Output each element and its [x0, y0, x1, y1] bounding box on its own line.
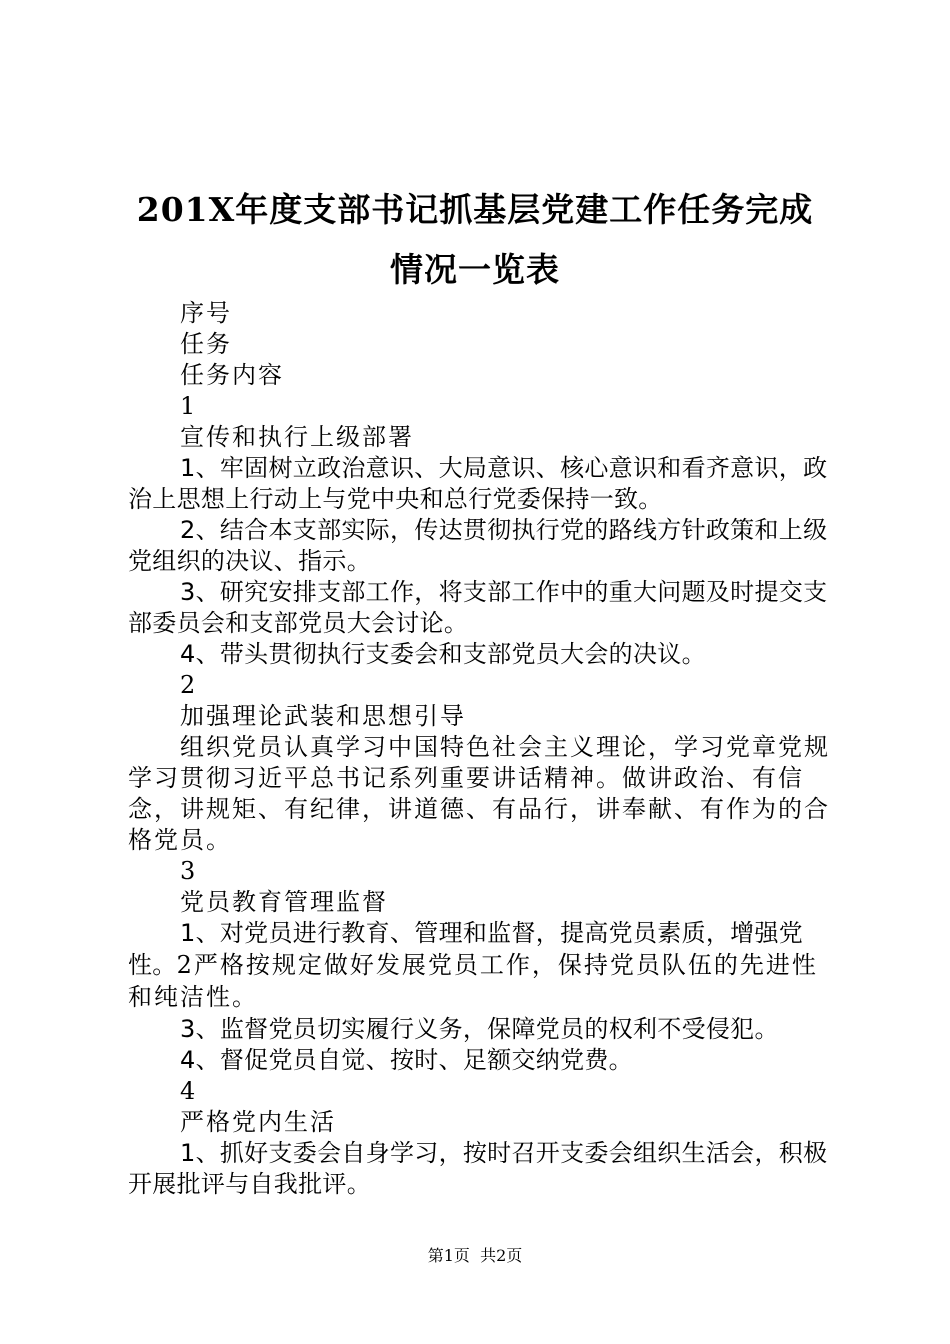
item-2-content: 组织党员认真学习中国特色社会主义理论，学习党章党规学习贯彻习近平总书记系列重要讲话精神。做讲政治、有信念，讲规矩、有纪律，讲道德、有品行，讲奉献、有作为的合格党员。 — [128, 733, 830, 854]
item-3-task: 党员教育管理监督 — [180, 888, 388, 916]
header-task-content: 任务内容 — [180, 361, 284, 389]
header-task: 任务 — [180, 330, 232, 358]
item-1-content-1: 1、牢固树立政治意识、大局意识、核心意识和看齐意识，政治上思想上行动上与党中央和总行党委保持一致。 — [128, 454, 828, 513]
item-3-number: 3 — [180, 857, 198, 885]
item-1-number: 1 — [180, 392, 198, 420]
item-2-task: 加强理论武装和思想引导 — [180, 702, 466, 730]
header-serial-number: 序号 — [180, 299, 232, 327]
page-footer: 第1页 共2页 — [427, 1246, 523, 1265]
item-2-number: 2 — [180, 671, 198, 699]
item-3-content-4: 4、督促党员自觉、按时、足额交纳党费。 — [180, 1046, 633, 1074]
document-title-line-2: 情况一览表 — [390, 250, 560, 289]
item-4-content-1: 1、抓好支委会自身学习，按时召开支委会组织生活会，积极开展批评与自我批评。 — [128, 1139, 828, 1198]
item-3-content-1: 1、对党员进行教育、管理和监督，提高党员素质，增强党性。 — [128, 919, 804, 979]
item-3-content-3: 3、监督党员切实履行义务，保障党员的权利不受侵犯。 — [180, 1015, 779, 1043]
item-4-task: 严格党内生活 — [180, 1108, 336, 1136]
item-1-content-4: 4、带头贯彻执行支委会和支部党员大会的决议。 — [180, 640, 706, 668]
document-body — [128, 298, 832, 1200]
item-1-content-3: 3、研究安排支部工作，将支部工作中的重大问题及时提交支部委员会和支部党员大会讨论。 — [128, 578, 828, 637]
item-4-number: 4 — [180, 1077, 198, 1105]
item-1-content-2: 2、结合本支部实际，传达贯彻执行党的路线方针政策和上级党组织的决议、指示。 — [128, 516, 828, 575]
item-1-task: 宣传和执行上级部署 — [180, 423, 414, 451]
document-title-line-1: 201X年度支部书记抓基层党建工作任务完成 — [136, 190, 814, 229]
item-3-content-2: 2严格按规定做好发展党员工作，保持党员队伍的先进性和纯洁性。 — [128, 951, 818, 1011]
item-3-content-1-2 — [128, 918, 832, 1014]
